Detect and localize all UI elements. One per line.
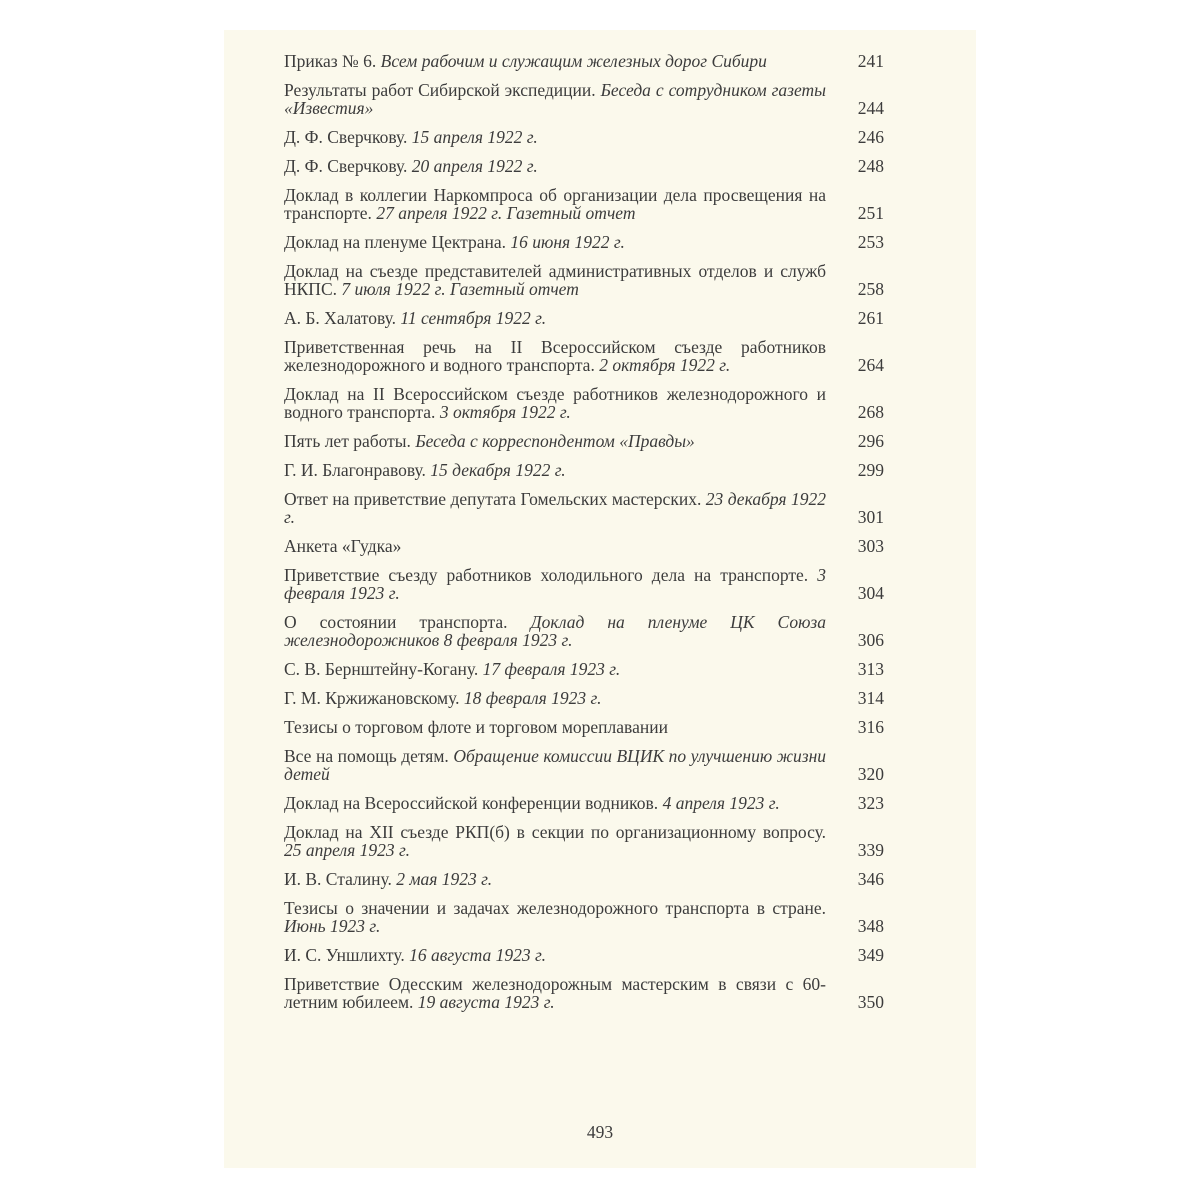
toc-entry-subtitle: 15 декабря 1922 г. [430,460,566,480]
toc-entry [284,870,884,888]
toc-entry-title [284,946,826,964]
toc-entry-heading: С. В. Бернштейну-Когану. [284,659,483,679]
toc-entry-heading: Пять лет работы. [284,431,416,451]
toc-entry-heading: О состоянии транспорта. [284,612,531,632]
toc-entry-title [284,233,826,251]
toc-entry-title [284,718,826,736]
toc-entry-heading: Доклад на XII съезде РКП(б) в секции по организационному вопросу. [284,822,826,842]
toc-entry-title [284,975,826,1011]
toc-entry-page: 323 [857,793,884,813]
toc-entry-page: 261 [857,308,884,328]
toc-entry-page: 313 [857,659,884,679]
toc-entry-subtitle: 2 мая 1923 г. [396,869,493,889]
toc-entry [284,566,884,602]
toc-entry [284,338,884,374]
toc-entry-subtitle: Обращение комиссии ВЦИК по улучшению жизни детей [284,746,827,784]
toc-entry-page: 248 [857,156,884,176]
toc-entry [284,613,884,649]
toc-entry-title [284,794,826,812]
toc-entry-title [284,613,826,649]
toc-entry-title [284,660,826,678]
toc-entry [284,52,884,70]
toc-entry [284,490,884,526]
toc-entry-page: 350 [857,992,884,1012]
toc-entry-heading: Доклад на пленуме Цектрана. [284,232,511,252]
toc-entry [284,794,884,812]
toc-entry-heading: Приветствие съезду работников холодильного дела на транспорте. [284,565,818,585]
toc-entry [284,385,884,421]
toc-entry [284,718,884,736]
toc-entry-heading: И. С. Уншлихту. [284,945,410,965]
toc-entry-heading: Доклад на II Всероссийском съезде работников железнодорожного и водного транспорта. [284,384,826,422]
toc-entry [284,432,884,450]
toc-entry-subtitle: 25 апреля 1923 г. [284,840,410,860]
toc-entry-title [284,186,826,222]
toc-entry [284,975,884,1011]
toc-entry-subtitle: 16 августа 1923 г. [409,945,547,965]
toc-entry-page: 264 [857,355,884,375]
toc-entry-heading: Анкета «Гудка» [284,536,402,556]
toc-entry [284,946,884,964]
toc-entry-subtitle: Всем рабочим и служащим железных дорог Сибири [380,51,767,71]
toc-entry-subtitle: 17 февраля 1923 г. [482,659,621,679]
toc-entry-page: 339 [857,840,884,860]
toc-entry-page: 251 [857,203,884,223]
toc-entry-heading: А. Б. Халатову. [284,308,401,328]
toc-entry-subtitle: Беседа с корреспондентом «Правды» [415,431,695,451]
toc-entry-title [284,899,826,935]
book-page [224,30,976,1168]
toc-entry-heading: Приветствие Одесским железнодорожным мастерским в связи с 60-летним юбилеем. [284,974,826,1012]
toc-entry-subtitle: 2 октября 1922 г. [599,355,731,375]
toc-entry-page: 304 [857,583,884,603]
toc-entry-page: 349 [857,945,884,965]
toc-entry-title [284,309,826,327]
toc-entry-title [284,385,826,421]
toc-entry-heading: Приказ № 6. [284,51,381,71]
toc-entry-title [284,747,826,783]
toc-entry-title [284,870,826,888]
toc-entry-subtitle: 16 июня 1922 г. [510,232,625,252]
toc-entry [284,262,884,298]
toc-entry-heading: Доклад в коллегии Наркомпроса об организации дела просвещения на транспорте. [284,185,826,223]
toc-entry-subtitle: 19 августа 1923 г. [417,992,555,1012]
toc-entry-heading: Г. И. Благонравову. [284,460,431,480]
toc-entry-heading: Доклад на Всероссийской конференции водников. [284,793,663,813]
toc-entry-subtitle: Июнь 1923 г. [284,916,381,936]
toc-entry-subtitle: 23 декабря 1922 г. [284,489,826,527]
toc-entry-title [284,537,826,555]
toc-entry-heading: Тезисы о значении и задачах железнодорожного транспорта в стране. [284,898,826,918]
toc-entry-subtitle: 7 июля 1922 г. Газетный отчет [341,279,579,299]
page-number: 493 [586,1122,614,1142]
toc-entry-title [284,157,826,175]
toc-entry-page: 296 [857,431,884,451]
toc-entry [284,899,884,935]
toc-entry-subtitle: 4 апреля 1923 г. [662,793,780,813]
toc-entry [284,157,884,175]
toc-entry-page: 246 [857,127,884,147]
toc-entry [284,309,884,327]
toc-entry-subtitle: Доклад на пленуме ЦК Союза железнодорожников 8 февраля 1923 г. [284,612,826,650]
toc-entry-title [284,490,826,526]
toc-entry-heading: Доклад на съезде представителей административных отделов и служб НКПС. [284,261,826,299]
toc-entry-heading: Результаты работ Сибирской экспедиции. [284,80,601,100]
toc-entry-subtitle: Беседа с сотрудником газеты «Известия» [284,80,826,118]
toc-entry-page: 348 [857,916,884,936]
toc-entry-title [284,52,826,70]
toc-entry-title [284,689,826,707]
toc-entry-subtitle: 27 апреля 1922 г. Газетный отчет [376,203,636,223]
toc-entry-page: 303 [857,536,884,556]
toc-entry-page: 306 [857,630,884,650]
toc-entry-heading: Г. М. Кржижановскому. [284,688,464,708]
toc-entry-page: 244 [857,98,884,118]
toc-entry-subtitle: 3 октября 1922 г. [439,402,571,422]
toc-entry-heading: Все на помощь детям. [284,746,454,766]
toc-entry-title [284,566,826,602]
toc-entry-subtitle: 20 апреля 1922 г. [411,156,538,176]
toc-entry-subtitle: 18 февраля 1923 г. [463,688,602,708]
toc-entry-title [284,432,826,450]
toc-entry-heading: Тезисы о торговом флоте и торговом мореплавании [284,717,668,737]
toc-entry [284,537,884,555]
toc-entry-title [284,338,826,374]
toc-entry-page: 268 [857,402,884,422]
toc-entry [284,461,884,479]
toc-entry-heading: И. В. Сталину. [284,869,397,889]
toc-entry-title [284,823,826,859]
toc-entry-title [284,81,826,117]
toc-entry-page: 253 [857,232,884,252]
toc-entry-subtitle: 15 апреля 1922 г. [411,127,538,147]
toc-entry-page: 346 [857,869,884,889]
toc-entry-subtitle: 3 февраля 1923 г. [284,565,826,603]
toc-entry-page: 316 [857,717,884,737]
toc-entry-page: 320 [857,764,884,784]
toc-entry-heading: Д. Ф. Сверчкову. [284,127,412,147]
toc-entry-subtitle: 11 сентября 1922 г. [400,308,547,328]
toc-entry-page: 301 [857,507,884,527]
table-of-contents [284,52,884,1022]
toc-entry-title [284,461,826,479]
toc-entry [284,81,884,117]
toc-entry [284,128,884,146]
toc-entry [284,660,884,678]
toc-entry-heading: Ответ на приветствие депутата Гомельских мастерских. [284,489,706,509]
toc-entry-page: 314 [857,688,884,708]
toc-entry [284,689,884,707]
toc-entry-heading: Д. Ф. Сверчкову. [284,156,412,176]
toc-entry-heading: Приветственная речь на II Всероссийском съезде работников железнодорожного и водного транспорта. [284,337,826,375]
toc-entry-title [284,262,826,298]
toc-entry-page: 299 [857,460,884,480]
toc-entry [284,823,884,859]
toc-entry-page: 241 [857,51,884,71]
toc-entry [284,233,884,251]
toc-entry-title [284,128,826,146]
toc-entry [284,186,884,222]
toc-entry-page: 258 [857,279,884,299]
toc-entry [284,747,884,783]
